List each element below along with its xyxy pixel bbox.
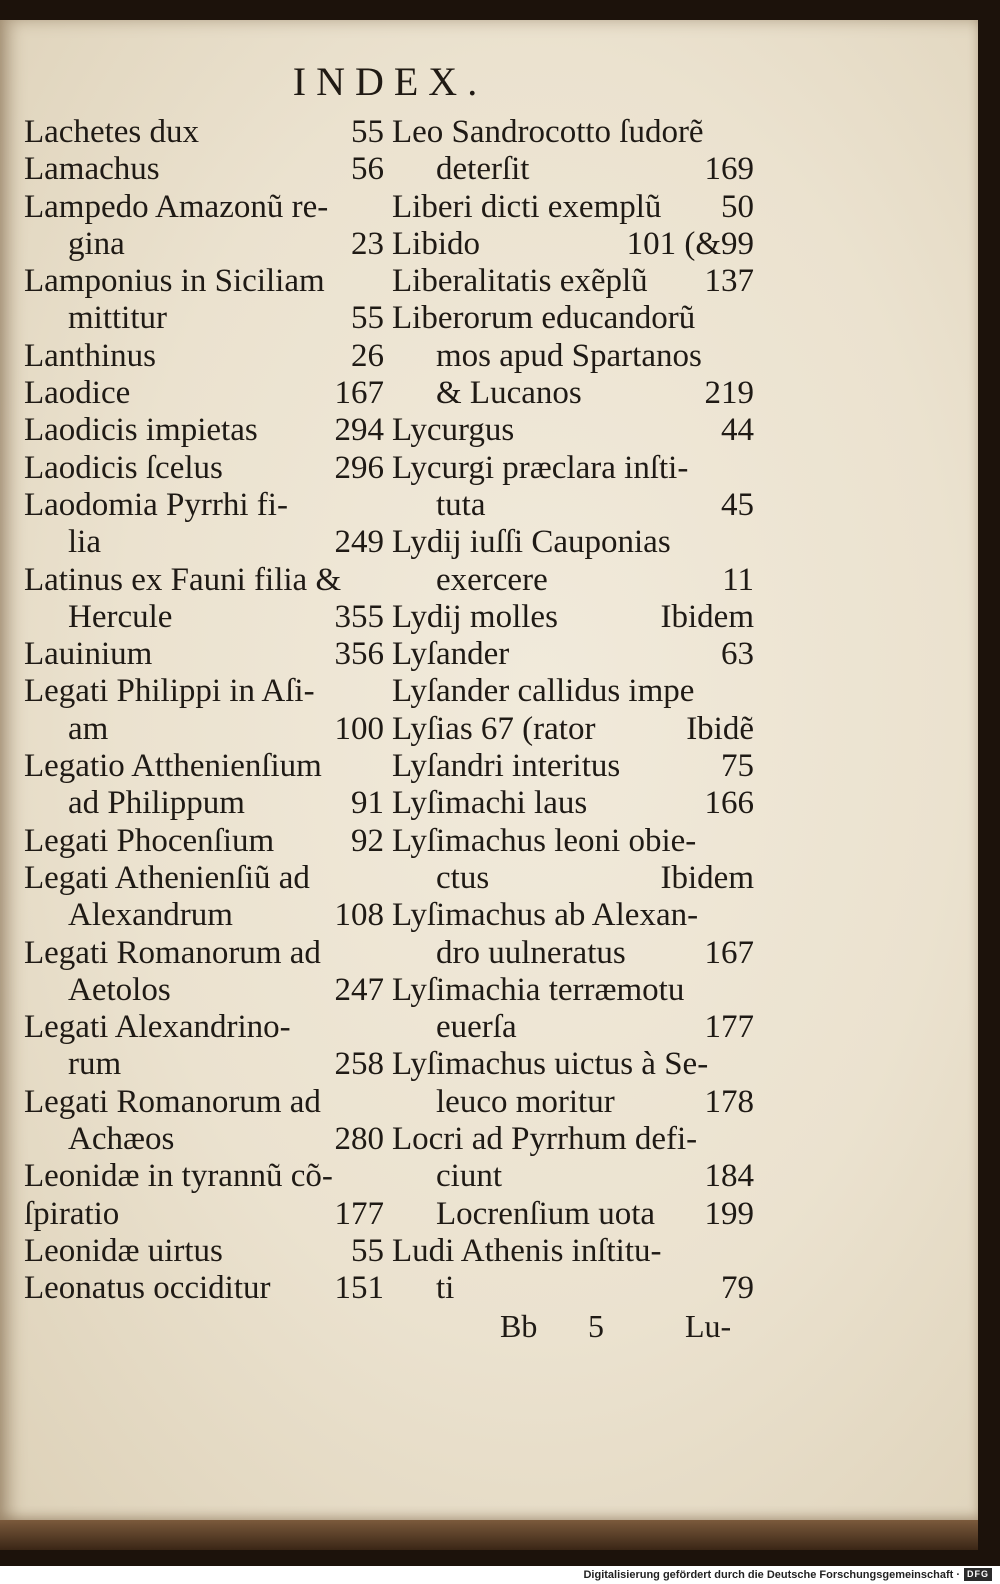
index-entry [24, 935, 384, 972]
index-entry [392, 897, 754, 934]
index-entry-text: am [68, 710, 109, 747]
index-entry [24, 972, 384, 1009]
index-entry-text: gina [68, 225, 125, 262]
index-entry-page: 280 [334, 1121, 384, 1158]
index-entry [392, 823, 754, 860]
index-entry [24, 562, 384, 599]
index-entry [24, 114, 384, 151]
index-entry-page: 101 (&99 [626, 225, 754, 262]
index-entry-text: leuco moritur [436, 1083, 615, 1120]
index-entry-page: 247 [334, 971, 384, 1008]
index-entry-text: Lyſimachia terræmotu [392, 971, 685, 1008]
index-entry-page: 355 [334, 598, 384, 635]
index-entry [24, 860, 384, 897]
index-entry-text: Lyſander callidus impe [392, 673, 695, 710]
index-entry-text: Leonidæ uirtus [24, 1232, 223, 1269]
index-entry [392, 1046, 754, 1083]
index-entry [24, 1158, 384, 1195]
index-entry [24, 711, 384, 748]
index-entry-page: 23 [351, 225, 384, 262]
dfg-logo: DFG [964, 1568, 992, 1581]
index-entry-text: Lampedo Amazonũ re- [24, 188, 329, 225]
index-entry-text: Alexandrum [68, 897, 233, 934]
index-entry [392, 114, 754, 151]
index-entry-text: Lyſander [392, 636, 510, 673]
index-entry-text: mittitur [68, 300, 167, 337]
index-entry-text: Lyſimachus uictus à Se- [392, 1046, 709, 1083]
index-entry-page: Ibidem [660, 859, 754, 896]
index-entry [24, 338, 384, 375]
index-entry [24, 375, 384, 412]
index-entry-page: 63 [721, 636, 754, 673]
index-entry-page: 100 [334, 710, 384, 747]
index-entry-page: 137 [704, 263, 754, 300]
index-entry [392, 1270, 754, 1307]
index-entry [24, 1009, 384, 1046]
index-entry [392, 1196, 754, 1233]
index-entry [24, 897, 384, 934]
index-entry [24, 1233, 384, 1270]
index-entry [392, 189, 754, 226]
index-entry-page: 169 [704, 151, 754, 188]
index-entry-text: Lycurgus [392, 412, 515, 449]
index-entry-text: Achæos [68, 1121, 175, 1158]
index-entry-text: Lachetes dux [24, 114, 200, 150]
index-entry-text: Hercule [68, 598, 173, 635]
index-entry-text: Laodomia Pyrrhi fi- [24, 486, 288, 523]
index-entry-page: 91 [351, 785, 384, 822]
index-entry [392, 151, 754, 188]
index-entry-text: lia [68, 524, 101, 561]
index-entry-text: Locrenſium uota [436, 1195, 656, 1232]
index-entry-text: Latinus ex Fauni filia & [24, 561, 342, 598]
index-entry-page: 199 [704, 1195, 754, 1232]
index-entry [24, 487, 384, 524]
index-entry-text: Leonatus occiditur [24, 1270, 271, 1307]
index-entry-page: 249 [334, 524, 384, 561]
index-entry [392, 711, 754, 748]
index-entry-page: Ibidẽ [686, 710, 754, 747]
index-entry-text: ad Philippum [68, 785, 245, 822]
index-entry-page: 55 [351, 114, 384, 150]
index-entry-text: Legati Romanorum ad [24, 934, 321, 971]
index-entry [392, 1121, 754, 1158]
index-entry-page: 26 [351, 337, 384, 374]
index-entry [24, 673, 384, 710]
index-entry [392, 972, 754, 1009]
index-entry-text: Liberalitatis exẽplũ [392, 263, 648, 300]
index-entry [392, 487, 754, 524]
index-entry [24, 748, 384, 785]
index-entry-text: Lauinium [24, 636, 153, 673]
index-entry [392, 412, 754, 449]
index-entry-text: Laodice [24, 375, 131, 412]
index-entry-text: Liberorum educandorũ [392, 300, 696, 337]
index-entry [24, 599, 384, 636]
index-entry-page: 55 [351, 300, 384, 337]
index-entry-text: Lydij molles [392, 598, 558, 635]
index-entry-text: tuta [436, 486, 486, 523]
index-entry [392, 673, 754, 710]
index-entry [392, 300, 754, 337]
index-entry-text: Lyſias 67 (rator [392, 710, 596, 747]
index-entry [392, 1158, 754, 1195]
index-entry-text: euerſa [436, 1009, 517, 1046]
index-entry [392, 562, 754, 599]
index-entry-text: deterſit [436, 151, 530, 188]
index-entry [24, 823, 384, 860]
index-entry-text: ſpiratio [24, 1195, 120, 1232]
index-entry-text: Ludi Athenis inſtitu- [392, 1232, 662, 1269]
index-entry-page: 75 [721, 748, 754, 785]
index-entry-text: & Lucanos [436, 375, 582, 412]
index-entry-text: Lyſimachus ab Alexan- [392, 897, 699, 934]
index-entry-text: Legati Alexandrino- [24, 1009, 291, 1046]
index-entry [392, 1009, 754, 1046]
index-entry [24, 1121, 384, 1158]
index-entry-page: 50 [721, 188, 754, 225]
index-entry [24, 300, 384, 337]
signature-mark: Bb [500, 1308, 538, 1344]
index-entry-text: rum [68, 1046, 122, 1083]
index-entry-text: Legatio Atthenienſium [24, 748, 322, 785]
index-entry-page: 56 [351, 151, 384, 188]
index-entry-page: Ibidem [660, 598, 754, 635]
index-entry-text: Legati Philippi in Aſi- [24, 673, 315, 710]
index-entry-text: Legati Athenienſiũ ad [24, 859, 310, 896]
index-entry-page: 79 [721, 1270, 754, 1307]
index-entry-page: 151 [334, 1270, 384, 1307]
index-entry [392, 375, 754, 412]
index-entry-text: Laodicis impietas [24, 412, 258, 449]
index-entry [392, 338, 754, 375]
index-column-right [392, 114, 754, 1308]
index-entry [392, 263, 754, 300]
catchword: Lu- [685, 1308, 732, 1344]
index-entry [392, 226, 754, 263]
index-entry [392, 450, 754, 487]
index-entry-page: 92 [351, 822, 384, 859]
index-entry [392, 860, 754, 897]
index-entry-page: 258 [334, 1046, 384, 1083]
index-entry-text: Leo Sandrocotto ſudorẽ [392, 114, 704, 150]
index-entry [24, 1084, 384, 1121]
index-entry [392, 1233, 754, 1270]
index-column-left [24, 114, 384, 1308]
index-entry-page: 184 [704, 1158, 754, 1195]
index-entry-text: dro uulneratus [436, 934, 626, 971]
index-entry-page: 178 [704, 1083, 754, 1120]
index-entry-page: 219 [704, 375, 754, 412]
index-entry-text: Lyſandri interitus [392, 748, 621, 785]
index-entry [392, 524, 754, 561]
index-entry-page: 177 [704, 1009, 754, 1046]
index-entry-text: Leonidæ in tyrannũ cõ- [24, 1158, 333, 1195]
index-entry [392, 1084, 754, 1121]
index-entry-text: Aetolos [68, 971, 171, 1008]
index-entry-page: 296 [334, 449, 384, 486]
index-entry [24, 1046, 384, 1083]
index-entry-page: 294 [334, 412, 384, 449]
index-entry-text: Legati Phocenſium [24, 822, 275, 859]
index-entry-page: 44 [721, 412, 754, 449]
index-entry-text: ctus [436, 859, 490, 896]
index-entry-text: Lanthinus [24, 337, 156, 374]
index-entry-text: Lycurgi præclara inſti- [392, 449, 689, 486]
page-bottom-edge [0, 1520, 978, 1550]
index-entry [392, 785, 754, 822]
index-heading: INDEX. [292, 59, 488, 104]
index-entry-page: 166 [704, 785, 754, 822]
index-entry [392, 636, 754, 673]
signature-number: 5 [588, 1308, 604, 1344]
index-entry-page: 356 [334, 636, 384, 673]
index-entry-text: Lyſimachi laus [392, 785, 588, 822]
index-entry-text: Laodicis ſcelus [24, 449, 223, 486]
index-entry-text: ti [436, 1270, 455, 1307]
index-entry-page: 11 [722, 561, 754, 598]
index-entry [24, 1196, 384, 1233]
index-entry-page: 45 [721, 486, 754, 523]
dfg-credit-text: Digitalisierung gefördert durch die Deutsche Forschungsgemeinschaft · [583, 1569, 960, 1581]
index-entry-page: 108 [334, 897, 384, 934]
index-entry [24, 524, 384, 561]
index-entry-text: ciunt [436, 1158, 502, 1195]
index-entry-text: Libido [392, 225, 480, 262]
index-entry-text: Lydij iuſſi Cauponias [392, 524, 671, 561]
index-entry-page: 167 [334, 375, 384, 412]
index-entry-page: 55 [351, 1232, 384, 1269]
index-entry-text: Lamponius in Siciliam [24, 263, 325, 300]
index-entry [392, 935, 754, 972]
index-entry-text: Liberi dicti exemplũ [392, 188, 662, 225]
index-entry [24, 636, 384, 673]
index-entry-page: 177 [334, 1195, 384, 1232]
index-entry [24, 785, 384, 822]
index-entry [24, 1270, 384, 1307]
index-entry [24, 189, 384, 226]
index-entry [24, 263, 384, 300]
index-entry-text: Lyſimachus leoni obie- [392, 822, 697, 859]
index-entry [24, 151, 384, 188]
index-entry-text: Legati Romanorum ad [24, 1083, 321, 1120]
index-entry [24, 412, 384, 449]
index-entry [24, 450, 384, 487]
index-entry-text: Locri ad Pyrrhum defi- [392, 1121, 698, 1158]
index-entry-page: 167 [704, 934, 754, 971]
index-entry [392, 599, 754, 636]
index-entry [392, 748, 754, 785]
index-entry [24, 226, 384, 263]
index-entry-text: exercere [436, 561, 548, 598]
index-entry-text: Lamachus [24, 151, 160, 188]
index-entry-text: mos apud Spartanos [436, 337, 702, 374]
